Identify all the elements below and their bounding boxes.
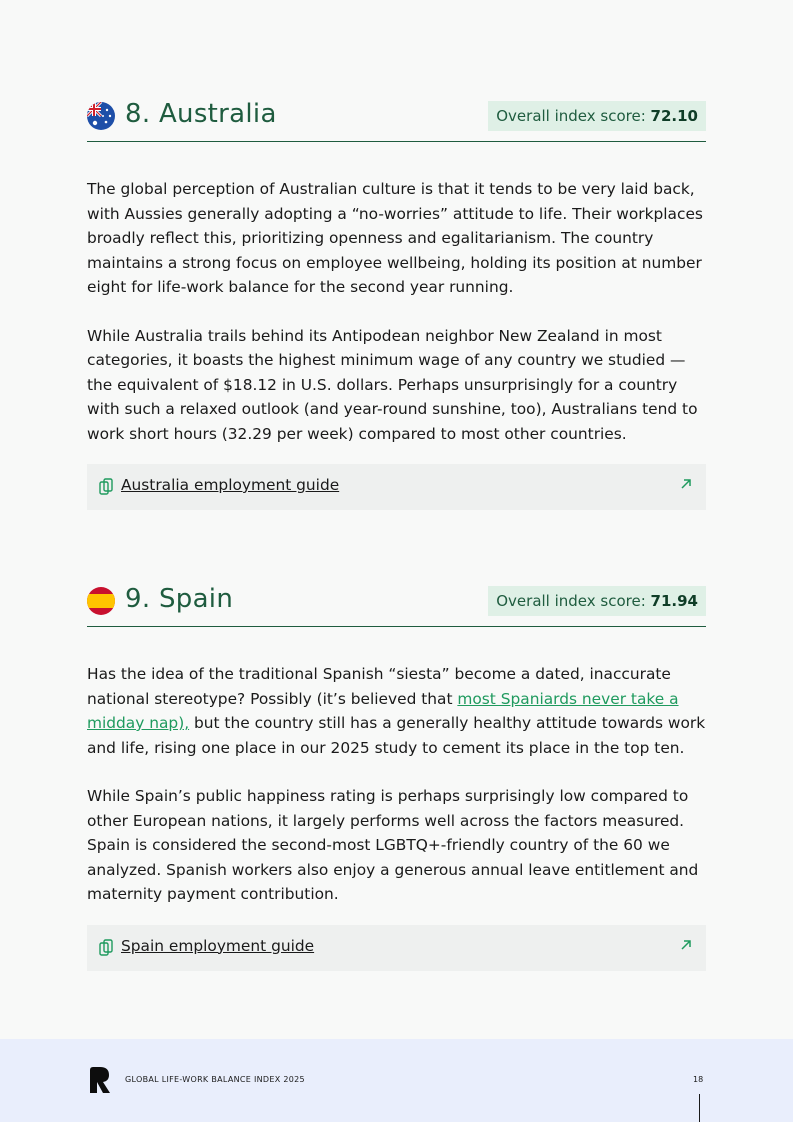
score-value: 72.10 — [650, 107, 698, 125]
score-label: Overall index score: — [496, 107, 651, 125]
paragraph-text: but the country still has a generally healthy attitude towards work and life, rising one place in our 2025 study to cement its place in the top ten. — [87, 714, 706, 757]
remote-logo-icon — [88, 1066, 112, 1094]
guide-label[interactable]: Australia employment guide — [121, 476, 340, 494]
score-label: Overall index score: — [496, 592, 651, 610]
page-footer — [0, 1039, 793, 1122]
employment-guide-link[interactable] — [87, 464, 706, 510]
section-header — [87, 101, 706, 142]
siesta-link[interactable]: most Spaniards never take a midday nap), — [87, 689, 679, 732]
page-number: 18 — [693, 1075, 704, 1084]
spain-flag-icon — [87, 587, 115, 615]
arrow-up-right-icon — [680, 939, 692, 951]
australia-flag-icon — [87, 102, 115, 130]
paragraph: While Spain’s public happiness rating is perhaps surprisingly low compared to other European nations, it largely performs well across the factors measured. Spain is considered the second-most LGBTQ+-friendly country of the 60 we analyzed. Spanish workers also enjoy a generous annual leave entitlement and maternity payment contribution. — [87, 787, 699, 903]
paragraph — [87, 662, 706, 760]
country-heading: 9. Spain — [125, 584, 234, 614]
paragraph: The global perception of Australian culture is that it tends to be very laid back, with Aussies generally adopting a “no-worries” attitude to life. Their workplaces broadly reflect this, prioritizing openness and egalitarianism. The country maintains a strong focus on employee wellbeing, holding its position at number eight for life-work balance for the second year running. — [87, 180, 703, 296]
footer-title: GLOBAL LIFE-WORK BALANCE INDEX 2025 — [125, 1075, 305, 1084]
guide-label[interactable]: Spain employment guide — [121, 936, 315, 955]
section-header — [87, 586, 706, 627]
score-badge — [488, 101, 706, 131]
employment-guide-link[interactable] — [87, 925, 706, 971]
guide-icon — [99, 478, 113, 496]
section-australia — [87, 101, 706, 510]
section-spain — [87, 586, 706, 971]
score-badge — [488, 586, 706, 616]
score-value: 71.94 — [650, 592, 698, 610]
paragraph: While Australia trails behind its Antipodean neighbor New Zealand in most categories, it boasts the highest minimum wage of any country we studied — the equivalent of $18.12 in U.S. dollars. Perhaps unsurprisingly for a country with such a relaxed outlook (and year-round sunshine, too), Australians tend to work short hours (32.29 per week) compared to most other countries. — [87, 326, 698, 443]
guide-icon — [99, 939, 113, 957]
page-divider-line — [699, 1094, 700, 1122]
paragraph-text: Has the idea of the traditional Spanish “siesta” become a dated, inaccurate national stereotype? Possibly (it’s believed that — [87, 665, 671, 708]
country-heading: 8. Australia — [125, 99, 277, 129]
arrow-up-right-icon — [680, 478, 692, 490]
